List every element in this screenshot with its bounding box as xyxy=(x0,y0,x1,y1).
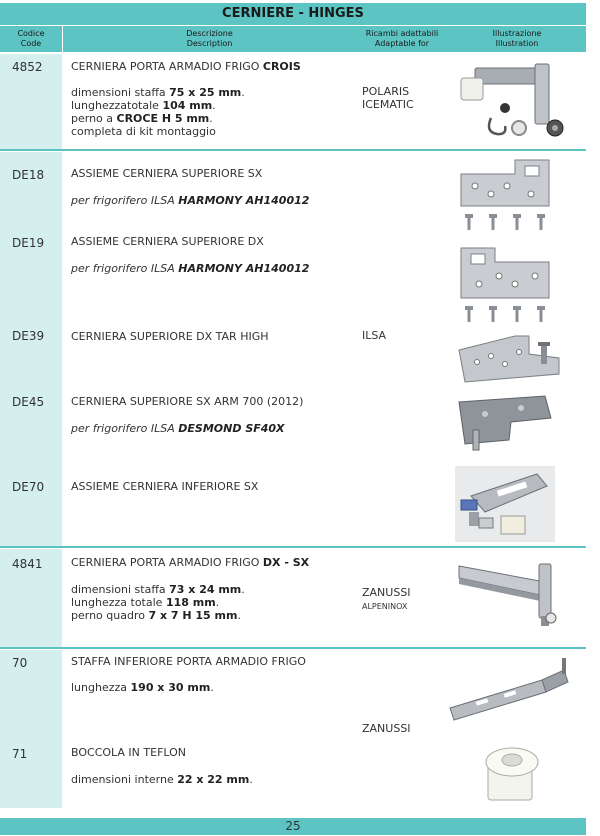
product-spec-line: lunghezza totale 118 mm. xyxy=(71,596,220,609)
product-note: per frigorifero ILSA HARMONY AH140012 xyxy=(71,194,310,207)
boccola-teflon-icon xyxy=(480,742,546,804)
product-spec-line: dimensioni staffa 75 x 25 mm. xyxy=(71,86,245,99)
hinge-plate-sx-icon xyxy=(455,156,555,234)
product-spec-line: perno quadro 7 x 7 H 15 mm. xyxy=(71,609,241,622)
adaptable-brand: ICEMATIC xyxy=(362,98,414,111)
adaptable-brand: ZANUSSI xyxy=(362,586,411,599)
product-code: 70 xyxy=(12,656,28,670)
product-title: CERNIERA SUPERIORE DX TAR HIGH xyxy=(71,330,269,343)
product-code: DE19 xyxy=(12,236,45,250)
code-column-bg xyxy=(0,650,62,808)
product-code: 4841 xyxy=(12,557,43,571)
column-header-adaptable-en: Adaptable for xyxy=(374,39,430,48)
column-header-illustration xyxy=(448,26,586,52)
staffa-inferiore-icon xyxy=(446,656,576,726)
product-title: ASSIEME CERNIERA SUPERIORE DX xyxy=(71,235,264,248)
hinge-plate-dx-icon xyxy=(455,244,555,324)
product-title: BOCCOLA IN TEFLON xyxy=(71,746,187,759)
product-code: DE70 xyxy=(12,480,45,494)
product-code: DE18 xyxy=(12,168,45,182)
hinge-crois-icon xyxy=(455,56,573,144)
column-header-description-en: Description xyxy=(186,39,233,48)
product-spec-line: completa di kit montaggio xyxy=(71,125,216,138)
row-separator xyxy=(0,546,586,548)
product-spec-line: lunghezza 190 x 30 mm. xyxy=(71,681,214,694)
product-spec-line: perno a CROCE H 5 mm. xyxy=(71,112,213,125)
product-note: per frigorifero ILSA HARMONY AH140012 xyxy=(71,262,310,275)
column-header-description xyxy=(63,26,356,52)
column-header-illustration-it: Illustrazione xyxy=(492,29,542,38)
product-note: per frigorifero ILSA DESMOND SF40X xyxy=(71,422,285,435)
product-code: 71 xyxy=(12,747,28,761)
product-title: CERNIERA PORTA ARMADIO FRIGO CROIS xyxy=(71,60,301,73)
product-code: DE45 xyxy=(12,395,45,409)
column-header-code xyxy=(0,26,62,52)
product-spec-line: lunghezzatotale 104 mm. xyxy=(71,99,216,112)
product-title: CERNIERA SUPERIORE SX ARM 700 (2012) xyxy=(71,395,304,408)
hinge-inferiore-kit-icon xyxy=(455,466,555,542)
hinge-tar-high-icon xyxy=(455,328,565,384)
product-code: 4852 xyxy=(12,60,43,74)
column-header-adaptable-it: Ricambi adattabili xyxy=(365,29,439,38)
product-title: STAFFA INFERIORE PORTA ARMADIO FRIGO xyxy=(71,655,306,668)
page-title: CERNIERE - HINGES xyxy=(0,3,586,25)
column-header-illustration-en: Illustration xyxy=(495,39,539,48)
page-number: 25 xyxy=(0,818,586,835)
row-separator xyxy=(0,149,586,151)
product-spec-line: dimensioni staffa 73 x 24 mm. xyxy=(71,583,245,596)
adaptable-brand: ILSA xyxy=(362,329,387,342)
row-separator xyxy=(0,647,586,649)
column-header-description-it: Descrizione xyxy=(186,29,233,38)
adaptable-brand: ZANUSSI xyxy=(362,722,411,735)
adaptable-brand: ALPENINOX xyxy=(362,602,408,611)
column-header-code-it: Codice xyxy=(17,29,45,38)
product-title: ASSIEME CERNIERA INFERIORE SX xyxy=(71,480,259,493)
adaptable-brand: POLARIS xyxy=(362,85,410,98)
column-header-adaptable xyxy=(356,26,448,52)
column-header-code-en: Code xyxy=(20,39,42,48)
product-code: DE39 xyxy=(12,329,45,343)
hinge-arm700-icon xyxy=(455,392,555,454)
product-spec-line: dimensioni interne 22 x 22 mm. xyxy=(71,773,253,786)
product-title: CERNIERA PORTA ARMADIO FRIGO DX - SX xyxy=(71,556,310,569)
hinge-dx-sx-icon xyxy=(455,560,571,630)
product-title: ASSIEME CERNIERA SUPERIORE SX xyxy=(71,167,263,180)
